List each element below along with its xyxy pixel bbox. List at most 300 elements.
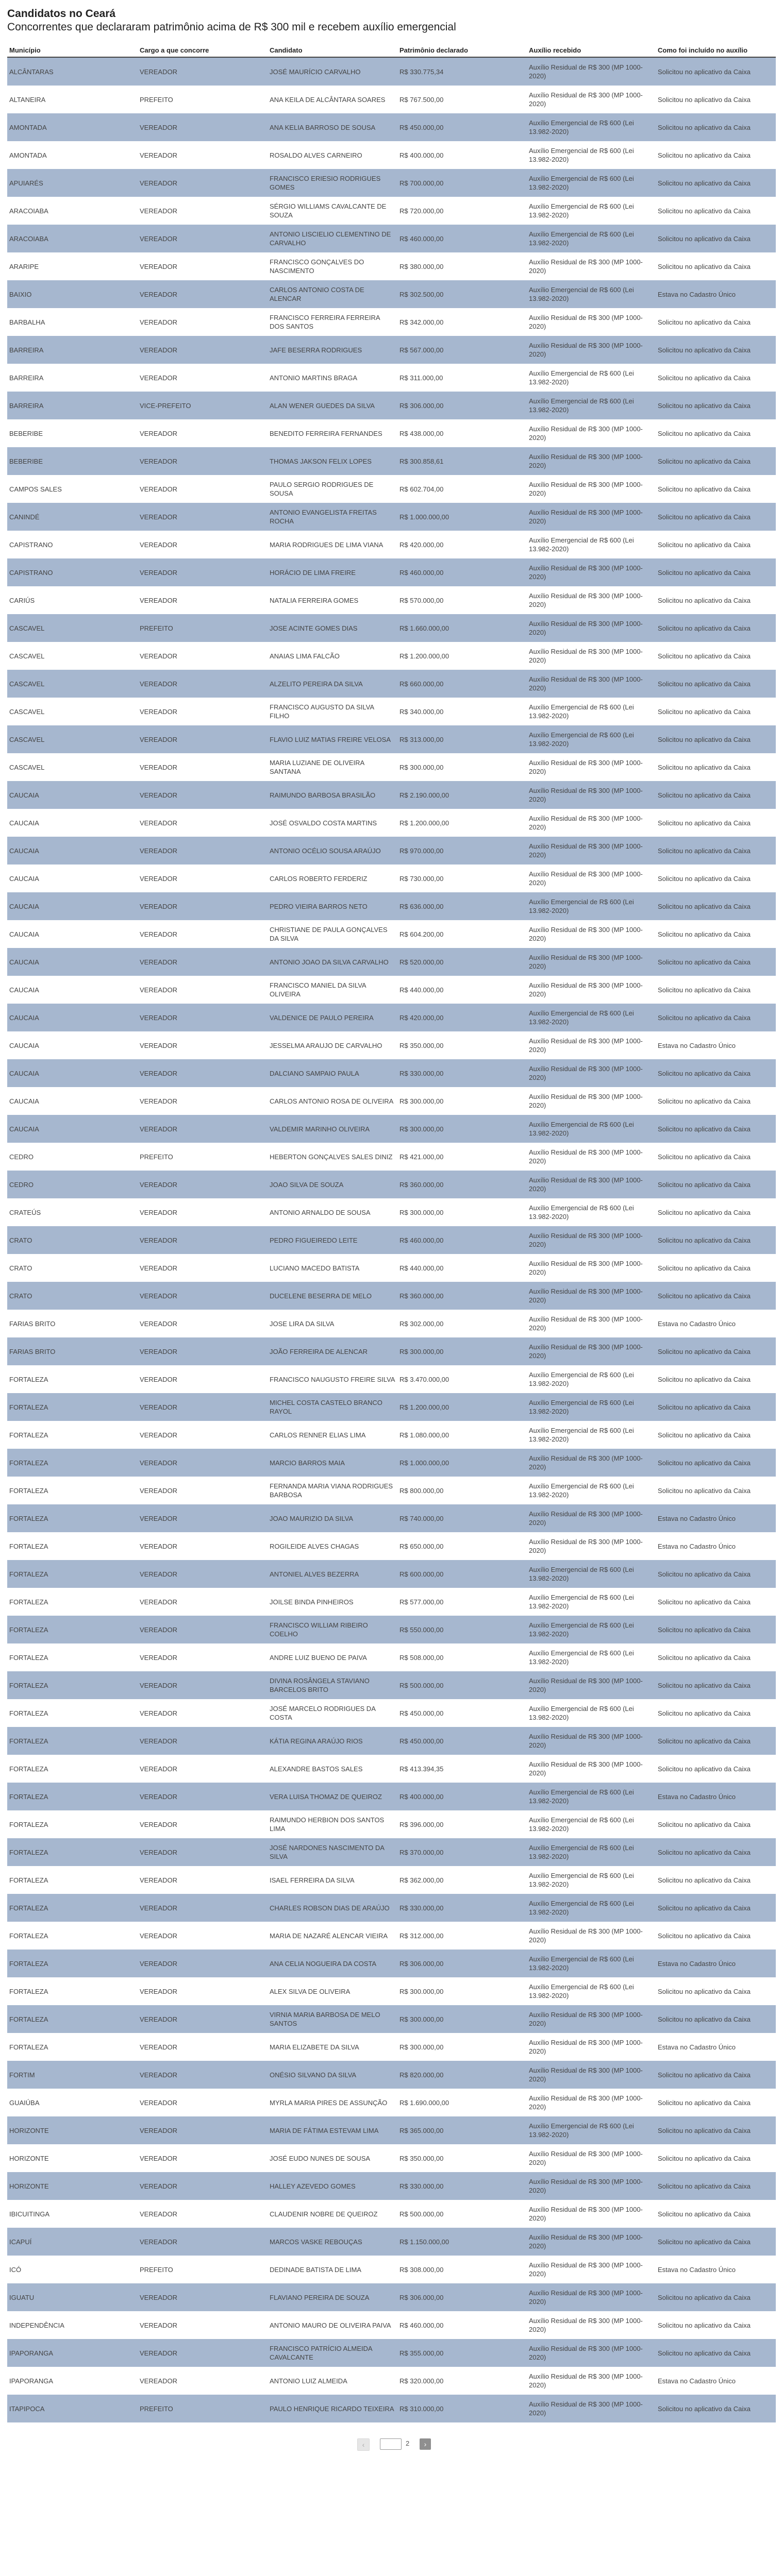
cell-auxilio: Auxílio Residual de R$ 300 (MP 1000-2020): [527, 1031, 656, 1059]
cell-cargo: PREFEITO: [138, 1143, 268, 1171]
cell-cargo: VEREADOR: [138, 1477, 268, 1504]
cell-patrimonio: R$ 1.200.000,00: [397, 809, 527, 837]
cell-cargo: VEREADOR: [138, 976, 268, 1004]
cell-auxilio: Auxílio Emergencial de R$ 600 (Lei 13.982-2020): [527, 1866, 656, 1894]
cell-municipio: FORTALEZA: [7, 1365, 138, 1393]
cell-auxilio: Auxílio Emergencial de R$ 600 (Lei 13.982-2020): [527, 531, 656, 558]
cell-municipio: ALCÂNTARAS: [7, 57, 138, 86]
cell-inclusao: Solicitou no aplicativo da Caixa: [656, 865, 776, 892]
column-header-inclusao[interactable]: Como foi incluído no auxílio: [656, 42, 776, 57]
cell-candidato: ALEXANDRE BASTOS SALES: [268, 1755, 397, 1783]
cell-inclusao: Solicitou no aplicativo da Caixa: [656, 976, 776, 1004]
cell-candidato: FRANCISCO WILLIAM RIBEIRO COELHO: [268, 1616, 397, 1643]
cell-municipio: CEDRO: [7, 1171, 138, 1198]
cell-inclusao: Solicitou no aplicativo da Caixa: [656, 2395, 776, 2422]
table-row: [7, 364, 776, 392]
cell-patrimonio: R$ 500.000,00: [397, 1671, 527, 1699]
cell-auxilio: Auxílio Residual de R$ 300 (MP 1000-2020): [527, 2367, 656, 2395]
cell-patrimonio: R$ 308.000,00: [397, 2256, 527, 2283]
cell-cargo: VEREADOR: [138, 2033, 268, 2061]
cell-municipio: CAPISTRANO: [7, 531, 138, 558]
table-row: [7, 1922, 776, 1950]
cell-candidato: ANTONIO ARNALDO DE SOUSA: [268, 1198, 397, 1226]
cell-inclusao: Solicitou no aplicativo da Caixa: [656, 141, 776, 169]
cell-municipio: FARIAS BRITO: [7, 1337, 138, 1365]
table-row: [7, 2228, 776, 2256]
cell-patrimonio: R$ 567.000,00: [397, 336, 527, 364]
cell-candidato: MARIA RODRIGUES DE LIMA VIANA: [268, 531, 397, 558]
cell-candidato: ROSALDO ALVES CARNEIRO: [268, 141, 397, 169]
table-row: [7, 1643, 776, 1671]
cell-patrimonio: R$ 1.080.000,00: [397, 1421, 527, 1449]
cell-auxilio: Auxílio Residual de R$ 300 (MP 1000-2020): [527, 1059, 656, 1087]
cell-cargo: VEREADOR: [138, 2144, 268, 2172]
cell-inclusao: Solicitou no aplicativo da Caixa: [656, 2200, 776, 2228]
table-row: [7, 1393, 776, 1421]
cell-cargo: VEREADOR: [138, 1616, 268, 1643]
cell-auxilio: Auxílio Emergencial de R$ 600 (Lei 13.982-2020): [527, 1365, 656, 1393]
cell-auxilio: Auxílio Emergencial de R$ 600 (Lei 13.982-2020): [527, 1643, 656, 1671]
cell-auxilio: Auxílio Emergencial de R$ 600 (Lei 13.982-2020): [527, 1115, 656, 1143]
cell-patrimonio: R$ 1.000.000,00: [397, 503, 527, 531]
table-row: [7, 169, 776, 197]
cell-inclusao: Estava no Cadastro Único: [656, 1310, 776, 1337]
cell-municipio: FORTALEZA: [7, 1532, 138, 1560]
cell-candidato: PEDRO FIGUEIREDO LEITE: [268, 1226, 397, 1254]
cell-patrimonio: R$ 340.000,00: [397, 698, 527, 725]
cell-patrimonio: R$ 360.000,00: [397, 1282, 527, 1310]
table-row: [7, 475, 776, 503]
cell-patrimonio: R$ 1.690.000,00: [397, 2089, 527, 2116]
cell-municipio: FORTALEZA: [7, 1449, 138, 1477]
cell-candidato: NATALIA FERREIRA GOMES: [268, 586, 397, 614]
cell-cargo: VEREADOR: [138, 1727, 268, 1755]
cell-municipio: ARACOIABA: [7, 197, 138, 225]
cell-inclusao: Solicitou no aplicativo da Caixa: [656, 781, 776, 809]
cell-candidato: FRANCISCO ERIESIO RODRIGUES GOMES: [268, 169, 397, 197]
table-row: [7, 225, 776, 252]
cell-cargo: VEREADOR: [138, 1393, 268, 1421]
cell-cargo: VEREADOR: [138, 1282, 268, 1310]
cell-patrimonio: R$ 370.000,00: [397, 1838, 527, 1866]
cell-auxilio: Auxílio Residual de R$ 300 (MP 1000-2020): [527, 781, 656, 809]
cell-auxilio: Auxílio Residual de R$ 300 (MP 1000-2020): [527, 86, 656, 113]
cell-auxilio: Auxílio Residual de R$ 300 (MP 1000-2020): [527, 920, 656, 948]
cell-inclusao: Estava no Cadastro Único: [656, 2256, 776, 2283]
column-header-candidato[interactable]: Candidato: [268, 42, 397, 57]
cell-auxilio: Auxílio Emergencial de R$ 600 (Lei 13.982-2020): [527, 1477, 656, 1504]
cell-inclusao: Solicitou no aplicativo da Caixa: [656, 1560, 776, 1588]
cell-candidato: ANTONIO MARTINS BRAGA: [268, 364, 397, 392]
column-header-cargo[interactable]: Cargo a que concorre: [138, 42, 268, 57]
cell-candidato: DALCIANO SAMPAIO PAULA: [268, 1059, 397, 1087]
cell-patrimonio: R$ 300.000,00: [397, 1977, 527, 2005]
cell-inclusao: Solicitou no aplicativo da Caixa: [656, 670, 776, 698]
cell-auxilio: Auxílio Emergencial de R$ 600 (Lei 13.982-2020): [527, 1004, 656, 1031]
table-row: [7, 1838, 776, 1866]
cell-auxilio: Auxílio Residual de R$ 300 (MP 1000-2020): [527, 1449, 656, 1477]
table-row: [7, 781, 776, 809]
cell-cargo: VEREADOR: [138, 1643, 268, 1671]
table-row: [7, 614, 776, 642]
cell-candidato: CARLOS RENNER ELIAS LIMA: [268, 1421, 397, 1449]
cell-municipio: CAUCAIA: [7, 976, 138, 1004]
cell-patrimonio: R$ 300.000,00: [397, 1115, 527, 1143]
cell-inclusao: Solicitou no aplicativo da Caixa: [656, 1421, 776, 1449]
cell-municipio: CAUCAIA: [7, 1087, 138, 1115]
cell-auxilio: Auxílio Residual de R$ 300 (MP 1000-2020): [527, 503, 656, 531]
cell-cargo: VEREADOR: [138, 837, 268, 865]
next-page-button[interactable]: [420, 2438, 431, 2450]
table-row: [7, 725, 776, 753]
cell-auxilio: Auxílio Residual de R$ 300 (MP 1000-2020): [527, 2311, 656, 2339]
cell-auxilio: Auxílio Residual de R$ 300 (MP 1000-2020): [527, 2089, 656, 2116]
table-row: [7, 1282, 776, 1310]
table-row: [7, 86, 776, 113]
cell-candidato: JAFE BESERRA RODRIGUES: [268, 336, 397, 364]
cell-patrimonio: R$ 300.000,00: [397, 2005, 527, 2033]
cell-candidato: ALZELITO PEREIRA DA SILVA: [268, 670, 397, 698]
cell-candidato: ANA CELIA NOGUEIRA DA COSTA: [268, 1950, 397, 1977]
cell-inclusao: Solicitou no aplicativo da Caixa: [656, 2089, 776, 2116]
cell-patrimonio: R$ 302.000,00: [397, 1310, 527, 1337]
cell-candidato: JOSE ACINTE GOMES DIAS: [268, 614, 397, 642]
table-row: [7, 2144, 776, 2172]
cell-municipio: CEDRO: [7, 1143, 138, 1171]
cell-inclusao: Solicitou no aplicativo da Caixa: [656, 86, 776, 113]
cell-cargo: VEREADOR: [138, 1838, 268, 1866]
cell-auxilio: Auxílio Residual de R$ 300 (MP 1000-2020): [527, 865, 656, 892]
cell-municipio: BARBALHA: [7, 308, 138, 336]
cell-cargo: VEREADOR: [138, 865, 268, 892]
cell-patrimonio: R$ 420.000,00: [397, 1004, 527, 1031]
cell-auxilio: Auxílio Residual de R$ 300 (MP 1000-2020): [527, 642, 656, 670]
cell-municipio: AMONTADA: [7, 113, 138, 141]
cell-cargo: VEREADOR: [138, 1504, 268, 1532]
cell-municipio: CAUCAIA: [7, 892, 138, 920]
table-row: [7, 586, 776, 614]
table-row: [7, 447, 776, 475]
cell-municipio: CANINDÉ: [7, 503, 138, 531]
cell-cargo: VEREADOR: [138, 503, 268, 531]
table-row: [7, 1477, 776, 1504]
cell-municipio: FORTALEZA: [7, 1950, 138, 1977]
cell-municipio: CAPISTRANO: [7, 558, 138, 586]
cell-patrimonio: R$ 767.500,00: [397, 86, 527, 113]
table-row: [7, 1421, 776, 1449]
cell-candidato: VALDENICE DE PAULO PEREIRA: [268, 1004, 397, 1031]
cell-cargo: VEREADOR: [138, 1254, 268, 1282]
cell-municipio: FARIAS BRITO: [7, 1310, 138, 1337]
cell-municipio: FORTALEZA: [7, 1727, 138, 1755]
cell-patrimonio: R$ 396.000,00: [397, 1810, 527, 1838]
cell-municipio: FORTALEZA: [7, 2005, 138, 2033]
cell-patrimonio: R$ 300.000,00: [397, 1087, 527, 1115]
cell-candidato: VIRNIA MARIA BARBOSA DE MELO SANTOS: [268, 2005, 397, 2033]
cell-auxilio: Auxílio Residual de R$ 300 (MP 1000-2020): [527, 1310, 656, 1337]
cell-candidato: SÉRGIO WILLIAMS CAVALCANTE DE SOUZA: [268, 197, 397, 225]
cell-patrimonio: R$ 320.000,00: [397, 2367, 527, 2395]
cell-municipio: ICÓ: [7, 2256, 138, 2283]
cell-cargo: VEREADOR: [138, 1198, 268, 1226]
cell-candidato: ALEX SILVA DE OLIVEIRA: [268, 1977, 397, 2005]
cell-auxilio: Auxílio Residual de R$ 300 (MP 1000-2020): [527, 837, 656, 865]
table-row: [7, 280, 776, 308]
cell-cargo: VEREADOR: [138, 1337, 268, 1365]
cell-inclusao: Solicitou no aplicativo da Caixa: [656, 531, 776, 558]
cell-patrimonio: R$ 604.200,00: [397, 920, 527, 948]
cell-inclusao: Solicitou no aplicativo da Caixa: [656, 2283, 776, 2311]
cell-patrimonio: R$ 306.000,00: [397, 1950, 527, 1977]
cell-patrimonio: R$ 300.000,00: [397, 2033, 527, 2061]
cell-cargo: VEREADOR: [138, 2367, 268, 2395]
cell-municipio: BEBERIBE: [7, 419, 138, 447]
cell-municipio: IPAPORANGA: [7, 2339, 138, 2367]
cell-cargo: VEREADOR: [138, 920, 268, 948]
table-row: [7, 698, 776, 725]
cell-auxilio: Auxílio Residual de R$ 300 (MP 1000-2020): [527, 1671, 656, 1699]
cell-auxilio: Auxílio Residual de R$ 300 (MP 1000-2020): [527, 558, 656, 586]
cell-candidato: JOSÉ OSVALDO COSTA MARTINS: [268, 809, 397, 837]
table-row: [7, 2033, 776, 2061]
cell-municipio: IGUATU: [7, 2283, 138, 2311]
cell-candidato: MARCIO BARROS MAIA: [268, 1449, 397, 1477]
cell-candidato: JOSÉ NARDONES NASCIMENTO DA SILVA: [268, 1838, 397, 1866]
cell-inclusao: Solicitou no aplicativo da Caixa: [656, 252, 776, 280]
page-subtitle: Concorrentes que declararam patrimônio acima de R$ 300 mil e recebem auxílio emergencial: [7, 21, 456, 33]
cell-cargo: VEREADOR: [138, 364, 268, 392]
cell-auxilio: Auxílio Residual de R$ 300 (MP 1000-2020): [527, 976, 656, 1004]
cell-candidato: ANTONIO EVANGELISTA FREITAS ROCHA: [268, 503, 397, 531]
table-row: [7, 2283, 776, 2311]
cell-patrimonio: R$ 650.000,00: [397, 1532, 527, 1560]
cell-cargo: VEREADOR: [138, 531, 268, 558]
cell-cargo: VEREADOR: [138, 113, 268, 141]
cell-candidato: PEDRO VIEIRA BARROS NETO: [268, 892, 397, 920]
cell-candidato: CLAUDENIR NOBRE DE QUEIROZ: [268, 2200, 397, 2228]
cell-candidato: JOSÉ EUDO NUNES DE SOUSA: [268, 2144, 397, 2172]
cell-candidato: CARLOS ROBERTO FERDERIZ: [268, 865, 397, 892]
cell-candidato: JOILSE BINDA PINHEIROS: [268, 1588, 397, 1616]
cell-municipio: ARACOIABA: [7, 225, 138, 252]
cell-inclusao: Solicitou no aplicativo da Caixa: [656, 1337, 776, 1365]
cell-municipio: CASCAVEL: [7, 753, 138, 781]
cell-candidato: THOMAS JAKSON FELIX LOPES: [268, 447, 397, 475]
cell-patrimonio: R$ 3.470.000,00: [397, 1365, 527, 1393]
cell-candidato: JOSÉ MARCELO RODRIGUES DA COSTA: [268, 1699, 397, 1727]
cell-auxilio: Auxílio Emergencial de R$ 600 (Lei 13.982-2020): [527, 1699, 656, 1727]
cell-candidato: MICHEL COSTA CASTELO BRANCO RAYOL: [268, 1393, 397, 1421]
cell-cargo: VEREADOR: [138, 2061, 268, 2089]
cell-candidato: DEDINADE BATISTA DE LIMA: [268, 2256, 397, 2283]
cell-candidato: FLAVIANO PEREIRA DE SOUZA: [268, 2283, 397, 2311]
cell-municipio: CASCAVEL: [7, 698, 138, 725]
cell-cargo: VEREADOR: [138, 336, 268, 364]
cell-candidato: FRANCISCO AUGUSTO DA SILVA FILHO: [268, 698, 397, 725]
cell-candidato: MARCOS VASKE REBOUÇAS: [268, 2228, 397, 2256]
cell-auxilio: Auxílio Emergencial de R$ 600 (Lei 13.982-2020): [527, 698, 656, 725]
cell-auxilio: Auxílio Residual de R$ 300 (MP 1000-2020): [527, 948, 656, 976]
cell-patrimonio: R$ 330.000,00: [397, 1059, 527, 1087]
cell-patrimonio: R$ 460.000,00: [397, 225, 527, 252]
cell-inclusao: Solicitou no aplicativo da Caixa: [656, 2144, 776, 2172]
cell-auxilio: Auxílio Residual de R$ 300 (MP 1000-2020): [527, 809, 656, 837]
cell-patrimonio: R$ 700.000,00: [397, 169, 527, 197]
cell-cargo: PREFEITO: [138, 614, 268, 642]
table-row: [7, 892, 776, 920]
table-row: [7, 2200, 776, 2228]
table-row: [7, 1783, 776, 1810]
cell-candidato: HEBERTON GONÇALVES SALES DINIZ: [268, 1143, 397, 1171]
column-header-auxilio[interactable]: Auxílio recebido: [527, 42, 656, 57]
cell-patrimonio: R$ 350.000,00: [397, 1031, 527, 1059]
table-row: [7, 670, 776, 698]
cell-auxilio: Auxílio Emergencial de R$ 600 (Lei 13.982-2020): [527, 141, 656, 169]
cell-municipio: HORIZONTE: [7, 2144, 138, 2172]
cell-candidato: RAIMUNDO HERBION DOS SANTOS LIMA: [268, 1810, 397, 1838]
cell-patrimonio: R$ 602.704,00: [397, 475, 527, 503]
table-row: [7, 2367, 776, 2395]
cell-municipio: ICAPUÍ: [7, 2228, 138, 2256]
cell-inclusao: Solicitou no aplicativo da Caixa: [656, 1894, 776, 1922]
table-row: [7, 531, 776, 558]
cell-patrimonio: R$ 577.000,00: [397, 1588, 527, 1616]
cell-inclusao: Solicitou no aplicativo da Caixa: [656, 1226, 776, 1254]
cell-inclusao: Solicitou no aplicativo da Caixa: [656, 558, 776, 586]
cell-auxilio: Auxílio Residual de R$ 300 (MP 1000-2020): [527, 2395, 656, 2422]
cell-municipio: CAUCAIA: [7, 809, 138, 837]
cell-inclusao: Solicitou no aplicativo da Caixa: [656, 1616, 776, 1643]
cell-municipio: CASCAVEL: [7, 670, 138, 698]
cell-inclusao: Estava no Cadastro Único: [656, 1532, 776, 1560]
prev-page-button[interactable]: [357, 2438, 370, 2451]
cell-cargo: VEREADOR: [138, 1532, 268, 1560]
cell-cargo: VEREADOR: [138, 308, 268, 336]
cell-cargo: VEREADOR: [138, 892, 268, 920]
table-row: [7, 865, 776, 892]
cell-inclusao: Solicitou no aplicativo da Caixa: [656, 1087, 776, 1115]
cell-patrimonio: R$ 420.000,00: [397, 531, 527, 558]
cell-patrimonio: R$ 550.000,00: [397, 1616, 527, 1643]
cell-municipio: FORTALEZA: [7, 1894, 138, 1922]
cell-cargo: VEREADOR: [138, 2089, 268, 2116]
cell-candidato: ISAEL FERREIRA DA SILVA: [268, 1866, 397, 1894]
cell-patrimonio: R$ 800.000,00: [397, 1477, 527, 1504]
cell-inclusao: Solicitou no aplicativo da Caixa: [656, 642, 776, 670]
cell-candidato: ANDRE LUIZ BUENO DE PAIVA: [268, 1643, 397, 1671]
cell-cargo: PREFEITO: [138, 2395, 268, 2422]
cell-patrimonio: R$ 300.000,00: [397, 1337, 527, 1365]
cell-candidato: VALDEMIR MARINHO OLIVEIRA: [268, 1115, 397, 1143]
cell-auxilio: Auxílio Emergencial de R$ 600 (Lei 13.982-2020): [527, 197, 656, 225]
cell-cargo: VEREADOR: [138, 1004, 268, 1031]
table-row: [7, 392, 776, 419]
cell-cargo: VEREADOR: [138, 1421, 268, 1449]
cell-inclusao: Solicitou no aplicativo da Caixa: [656, 837, 776, 865]
cell-auxilio: Auxílio Residual de R$ 300 (MP 1000-2020): [527, 2339, 656, 2367]
cell-auxilio: Auxílio Residual de R$ 300 (MP 1000-2020): [527, 670, 656, 698]
table-row: [7, 1671, 776, 1699]
cell-auxilio: Auxílio Emergencial de R$ 600 (Lei 13.982-2020): [527, 113, 656, 141]
cell-auxilio: Auxílio Residual de R$ 300 (MP 1000-2020): [527, 1171, 656, 1198]
cell-cargo: VEREADOR: [138, 1310, 268, 1337]
cell-municipio: CAUCAIA: [7, 865, 138, 892]
table-row: [7, 1337, 776, 1365]
cell-municipio: FORTALEZA: [7, 1810, 138, 1838]
cell-inclusao: Solicitou no aplicativo da Caixa: [656, 1699, 776, 1727]
cell-patrimonio: R$ 1.200.000,00: [397, 1393, 527, 1421]
cell-candidato: ANA KELIA BARROSO DE SOUSA: [268, 113, 397, 141]
table-header: [7, 42, 776, 57]
cell-candidato: ANTONIO OCÉLIO SOUSA ARAÚJO: [268, 837, 397, 865]
cell-municipio: FORTALEZA: [7, 1671, 138, 1699]
cell-cargo: VEREADOR: [138, 670, 268, 698]
cell-patrimonio: R$ 600.000,00: [397, 1560, 527, 1588]
total-pages-label: 2: [406, 2439, 410, 2447]
cell-candidato: DIVINA ROSÂNGELA STAVIANO BARCELOS BRITO: [268, 1671, 397, 1699]
table-row: [7, 976, 776, 1004]
cell-municipio: APUIARÉS: [7, 169, 138, 197]
table-row: [7, 113, 776, 141]
cell-municipio: CRATEÚS: [7, 1198, 138, 1226]
cell-cargo: VEREADOR: [138, 1866, 268, 1894]
cell-inclusao: Solicitou no aplicativo da Caixa: [656, 1393, 776, 1421]
cell-candidato: CHARLES ROBSON DIAS DE ARAÚJO: [268, 1894, 397, 1922]
cell-auxilio: Auxílio Residual de R$ 300 (MP 1000-2020): [527, 2172, 656, 2200]
cell-inclusao: Solicitou no aplicativo da Caixa: [656, 948, 776, 976]
cell-candidato: ANTONIO LUIZ ALMEIDA: [268, 2367, 397, 2395]
cell-municipio: BEBERIBE: [7, 447, 138, 475]
cell-patrimonio: R$ 360.000,00: [397, 1171, 527, 1198]
cell-inclusao: Solicitou no aplicativo da Caixa: [656, 419, 776, 447]
cell-candidato: ALAN WENER GUEDES DA SILVA: [268, 392, 397, 419]
cell-inclusao: Solicitou no aplicativo da Caixa: [656, 1143, 776, 1171]
cell-candidato: ANTONIO JOAO DA SILVA CARVALHO: [268, 948, 397, 976]
cell-municipio: AMONTADA: [7, 141, 138, 169]
cell-candidato: MYRLA MARIA PIRES DE ASSUNÇÃO: [268, 2089, 397, 2116]
cell-patrimonio: R$ 312.000,00: [397, 1922, 527, 1950]
cell-patrimonio: R$ 740.000,00: [397, 1504, 527, 1532]
cell-cargo: VEREADOR: [138, 447, 268, 475]
table-row: [7, 1004, 776, 1031]
cell-auxilio: Auxílio Residual de R$ 300 (MP 1000-2020): [527, 308, 656, 336]
cell-inclusao: Solicitou no aplicativo da Caixa: [656, 1115, 776, 1143]
table-row: [7, 2311, 776, 2339]
cell-municipio: CAUCAIA: [7, 948, 138, 976]
column-header-municipio[interactable]: Município: [7, 42, 138, 57]
table-row: [7, 1198, 776, 1226]
cell-municipio: BARREIRA: [7, 364, 138, 392]
cell-cargo: VEREADOR: [138, 642, 268, 670]
cell-auxilio: Auxílio Residual de R$ 300 (MP 1000-2020): [527, 57, 656, 86]
cell-municipio: FORTALEZA: [7, 1922, 138, 1950]
column-header-patrimonio[interactable]: Patrimônio declarado: [397, 42, 527, 57]
cell-auxilio: Auxílio Residual de R$ 300 (MP 1000-2020): [527, 2033, 656, 2061]
cell-cargo: VEREADOR: [138, 252, 268, 280]
cell-inclusao: Solicitou no aplicativo da Caixa: [656, 1922, 776, 1950]
cell-municipio: GUAIÚBA: [7, 2089, 138, 2116]
cell-cargo: VEREADOR: [138, 1087, 268, 1115]
cell-patrimonio: R$ 350.000,00: [397, 2144, 527, 2172]
table-row: [7, 503, 776, 531]
page-number-input[interactable]: [380, 2438, 402, 2450]
cell-cargo: VEREADOR: [138, 1894, 268, 1922]
cell-inclusao: Solicitou no aplicativo da Caixa: [656, 1755, 776, 1783]
cell-patrimonio: R$ 300.000,00: [397, 1198, 527, 1226]
cell-inclusao: Solicitou no aplicativo da Caixa: [656, 2311, 776, 2339]
cell-candidato: BENEDITO FERREIRA FERNANDES: [268, 419, 397, 447]
cell-municipio: FORTALEZA: [7, 1616, 138, 1643]
